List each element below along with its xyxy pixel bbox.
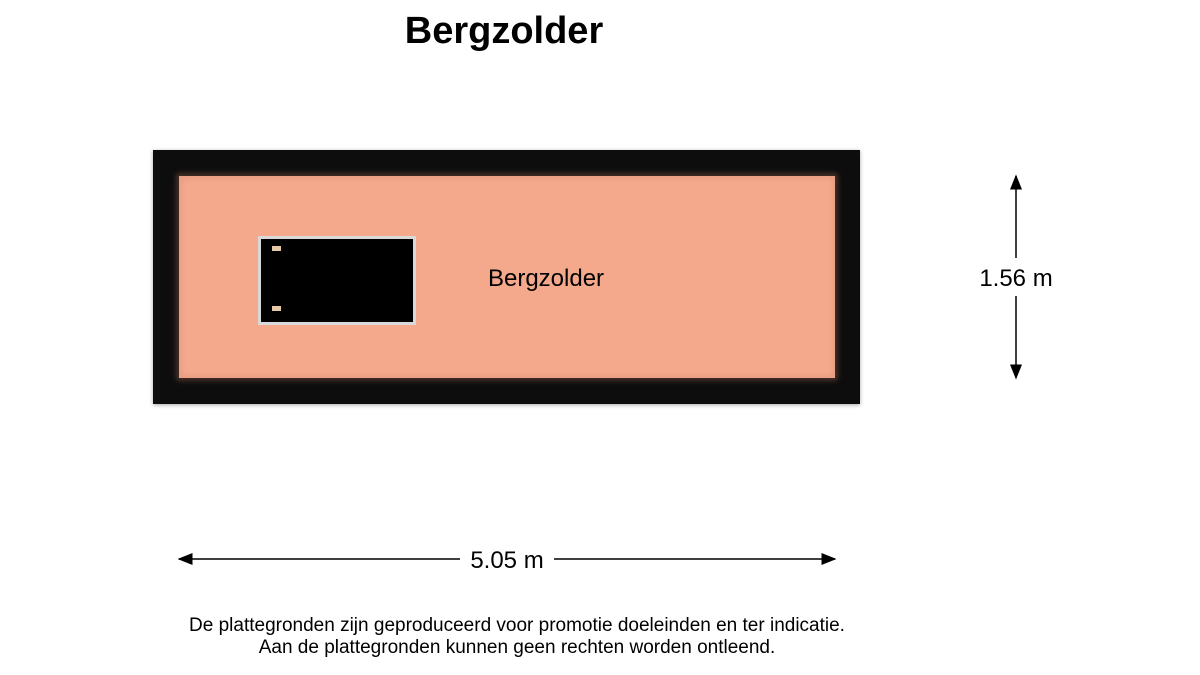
hatch-hinge (272, 246, 281, 251)
disclaimer (0, 615, 1034, 659)
width-dimension (179, 547, 835, 574)
hatch-hinge (272, 306, 281, 311)
room-label: Bergzolder (487, 265, 605, 292)
page-title: Bergzolder (404, 10, 604, 52)
height-dimension (979, 176, 1052, 378)
width-label: 5.05 m (470, 547, 544, 574)
disclaimer-line-1: De plattegronden zijn geproduceerd voor promotie doeleinden en ter indicatie. (189, 615, 845, 636)
disclaimer-line-2: Aan de plattegronden kunnen geen rechten worden ontleend. (258, 637, 776, 658)
height-label: 1.56 m (979, 265, 1053, 292)
attic-hatch (258, 236, 416, 325)
